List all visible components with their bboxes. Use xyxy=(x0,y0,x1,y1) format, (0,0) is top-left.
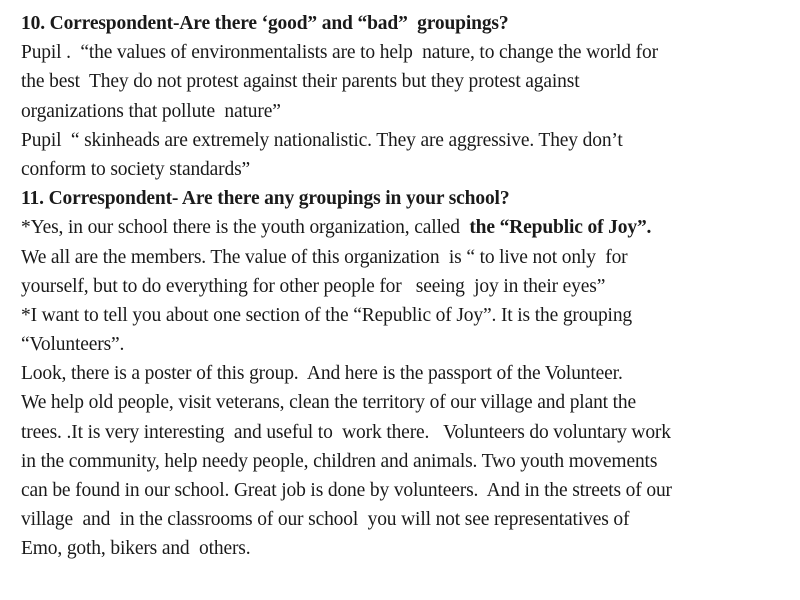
answer-line: yourself, but to do everything for other people for seeing joy in their eyes” xyxy=(21,275,606,297)
pupil-answer-line: Pupil . “the values of environmentalists are to help nature, to change the world for xyxy=(21,42,658,64)
question-11-heading: 11. Correspondent- Are there any groupings in your school? xyxy=(21,188,510,210)
answer-line: Emo, goth, bikers and others. xyxy=(21,538,251,560)
answer-line: in the community, help needy people, children and animals. Two youth movements xyxy=(21,450,658,472)
answer-line: can be found in our school. Great job is done by volunteers. And in the streets of our xyxy=(21,480,672,501)
question-10-heading: 10. Correspondent-Are there ‘good” and “bad” groupings? xyxy=(21,13,509,34)
answer-line: *I want to tell you about one section of the “Republic of Joy”. It is the grouping xyxy=(21,304,633,326)
answer-line: “Volunteers”. xyxy=(21,334,125,356)
pupil-answer-line: organizations that pollute nature” xyxy=(21,100,281,122)
answer-line: Look, there is a poster of this group. And here is the passport of the Volunteer. xyxy=(21,363,623,385)
answer-text: *Yes, in our school there is the youth organization, called xyxy=(21,217,470,239)
pupil-answer-line: the best They do not protest against their parents but they protest against xyxy=(21,71,580,93)
organization-name: the “Republic of Joy”. xyxy=(469,217,652,239)
answer-line: We all are the members. The value of this organization is “ to live not only for xyxy=(21,246,628,268)
pupil-answer-line: Pupil “ skinheads are extremely nationalistic. They are aggressive. They don’t xyxy=(21,129,623,151)
document-body xyxy=(21,9,796,564)
answer-line: We help old people, visit veterans, clean the territory of our village and plant the xyxy=(21,392,637,414)
pupil-answer-line: conform to society standards” xyxy=(21,158,251,180)
answer-line: village and in the classrooms of our school you will not see representatives of xyxy=(21,509,630,531)
answer-line xyxy=(21,213,796,242)
answer-line: trees. .It is very interesting and useful to work there. Volunteers do voluntary work xyxy=(21,421,671,443)
